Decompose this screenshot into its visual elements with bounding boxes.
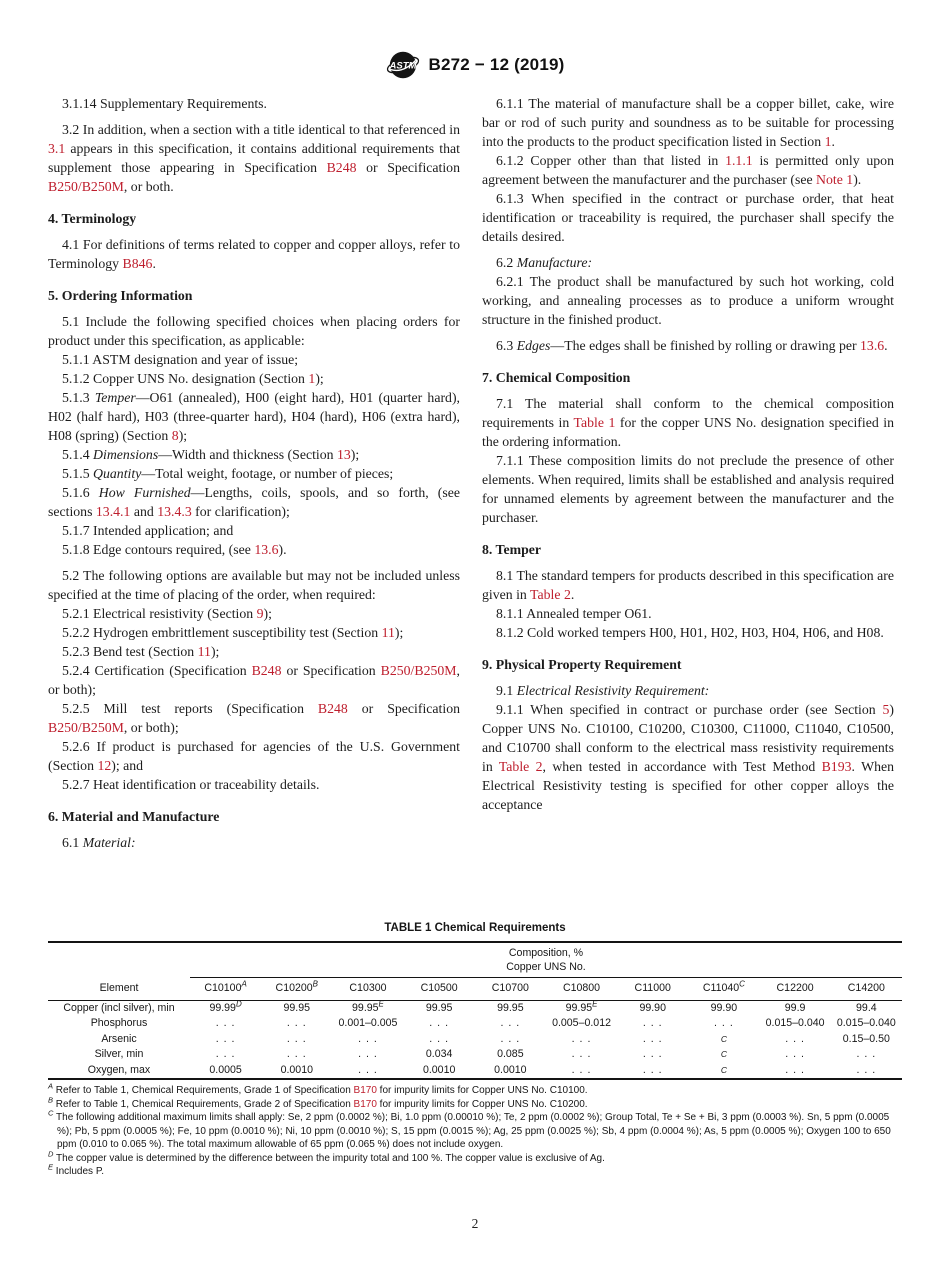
group-header-line1: Composition, % [508,947,584,959]
text-segment: ); [210,644,220,659]
footnote-marker: E [48,1162,54,1172]
ref-link[interactable]: B248 [251,663,282,678]
value-cell: . . . [714,1017,734,1029]
text-segment: —O61 (annealed), H00 (eight hard), H01 (quarter hard), H02 (half hard), H03 (three-quarter hard), H04 (hard), H06 (extra hard), H08 (spring) (Section [48,390,460,443]
text-segment: 8.1.1 Annealed temper O61. [496,606,652,621]
text-segment: 5.2.1 Electrical resistivity (Section [62,606,257,621]
text-segment: and [130,504,158,519]
ref-link[interactable]: B170 [353,1098,377,1110]
paragraph [48,699,460,737]
text-segment: 5.2.3 Bend test (Section [62,644,198,659]
paragraph [48,483,460,521]
table-row [48,1063,902,1080]
text-segment: or Specification [356,160,460,175]
text-segment: —Lengths, coils, spools, and so forth, (see sections [48,485,461,519]
text-segment: 6.1.3 When specified in the contract or purchase order, that heat identification or traceability is required, the purchaser shall specify the details desired. [482,191,894,244]
text-segment: . [570,587,575,602]
text-segment: 5.1 Include the following specified choices when placing orders for product under this specification, as applicable: [48,314,460,348]
paragraph [482,681,894,700]
paragraph [48,623,460,642]
uns-column-header: C10700 [475,978,546,1001]
text-segment: 5.1.8 Edge contours required, (see [62,542,255,557]
ref-link[interactable]: 12 [97,758,112,773]
composition-group-header [190,942,902,978]
table-footnote [48,1108,902,1152]
text-segment: Refer to Table 1, Chemical Requirements, Grade 2 of Specification [55,1098,354,1110]
value-cell: 0.034 [425,1048,453,1060]
text-segment: How Furnished [98,485,191,500]
value-cell: 0.15–0.50 [842,1032,890,1045]
value-cell: C [720,1064,727,1075]
text-segment: 6.3 [496,338,517,353]
text-segment: , or both); [123,720,179,735]
text-segment: , or both. [123,179,174,194]
text-segment: ); [263,606,272,621]
value-cell: . . . [500,1017,521,1029]
ref-link[interactable]: 1 [824,134,832,149]
footnote-marker: C [48,1108,54,1118]
ref-link[interactable]: 13 [336,447,351,462]
value-cell: . . . [571,1063,592,1076]
paragraph [48,350,460,369]
value-cell: . . . [358,1048,378,1060]
value-cell: . . . [286,1017,307,1029]
table-row [48,1000,902,1016]
ref-link[interactable]: 13.6 [860,338,885,353]
element-name: Copper (incl silver), min [63,1001,175,1014]
paragraph [48,235,460,273]
group-header-line2: Copper UNS No. [506,960,586,973]
element-name: Silver, min [94,1048,144,1060]
value-cell: . . . [571,1032,592,1045]
text-segment: 5.1.7 Intended application; and [62,523,234,538]
text-segment: appears in this specification, it contains additional requirements that supplement those appearing in Specification [48,141,460,175]
value-cell: 0.0005 [209,1063,242,1076]
text-segment: 5.1.3 [62,390,95,405]
text-segment: Manufacture: [516,255,593,270]
paragraph [48,540,460,559]
section-heading: 9. Physical Property Requirement [482,657,682,672]
footnote-ref: E [592,998,598,1008]
text-segment: Quantity [93,466,142,481]
text-segment: is permitted only upon agreement between the manufacturer and the purchaser (see [482,153,894,187]
table-row [48,1016,902,1032]
section-heading: 6. Material and Manufacture [48,809,220,824]
paragraph [48,566,460,604]
text-segment: ); [315,371,324,386]
table-footnote [48,1149,902,1166]
text-segment: 6.1 [62,835,83,850]
value-cell: . . . [215,1017,236,1029]
value-cell: 99.95 [497,1001,524,1014]
ref-link[interactable]: B250/B250M [48,720,124,735]
paragraph [482,272,894,329]
text-segment: Dimensions [93,447,159,462]
value-cell: . . . [642,1048,663,1060]
text-segment: , or both); [48,663,460,697]
value-cell: $99.95^E$ [565,998,598,1014]
text-segment: 9.1 [496,683,517,698]
text-segment: or Specification [281,663,381,678]
ref-link[interactable]: Note 1 [816,172,854,187]
paragraph [482,604,894,623]
table-row [48,1032,902,1048]
value-cell: . . . [286,1048,307,1060]
uns-column-header: C10500 [404,978,475,1001]
value-cell: $99.99^D$ [209,998,242,1014]
table-row [48,1047,902,1063]
paragraph [48,464,460,483]
element-name: Oxygen, max [87,1063,151,1076]
text-segment: Temper [94,390,136,405]
text-segment: ). [853,172,862,187]
table-footnote [48,1095,902,1112]
text-segment: ). [278,542,287,557]
text-segment: . [884,338,888,353]
text-segment: —The edges shall be finished by rolling or drawing per [550,338,861,353]
table-1-section [48,922,902,1179]
value-cell: . . . [642,1017,663,1029]
element-name: Arsenic [101,1032,137,1045]
text-segment: . [152,256,156,271]
uns-column-header: $C10100^A$ [190,978,261,1001]
text-segment: 5.2.2 Hydrogen embrittlement susceptibility test (Section [62,625,382,640]
value-cell: . . . [856,1063,877,1076]
value-cell: . . . [358,1032,378,1045]
ref-link[interactable]: Table 2 [530,587,571,602]
value-cell: 0.0010 [422,1063,456,1076]
left-column [48,94,460,896]
value-cell: . . . [856,1048,877,1060]
text-segment: for impurity limits for Copper UNS No. C10200. [376,1098,588,1110]
ref-link[interactable]: 13.4.3 [157,504,192,519]
text-segment: for the copper UNS No. designation specified in the ordering information. [482,415,895,449]
ref-link[interactable]: B248 [326,160,357,175]
uns-column-header: C11000 [617,978,688,1001]
text-segment: 7.1 The material shall conform to the chemical composition requirements in [482,396,894,430]
text-segment: 5.1.6 [62,485,99,500]
paragraph [48,737,460,775]
footnote-ref: C [739,979,745,989]
value-cell: . . . [785,1063,805,1076]
ref-link[interactable]: B846 [122,256,153,271]
ref-link[interactable]: B193 [821,759,852,774]
paragraph [48,369,460,388]
paragraph [48,661,460,699]
text-segment: Refer to Table 1, Chemical Requirements, Grade 1 of Specification [55,1085,354,1096]
table-body [48,1000,902,1079]
ref-link[interactable]: 11 [381,625,395,640]
section-heading: 4. Terminology [48,211,137,226]
chemical-requirements-table [48,941,902,1080]
text-segment: . When Electrical Resistivity testing is specified for other copper alloys the acceptance [482,759,895,812]
value-cell: 0.0010 [280,1063,313,1076]
value-cell: 0.005–0.012 [552,1017,611,1029]
paragraph [48,312,460,350]
text-segment: ); [178,428,188,443]
text-segment: 5.2.4 Certification (Specification [62,663,252,678]
value-cell: . . . [571,1048,592,1060]
paragraph [482,700,894,814]
value-cell: $99.95^E$ [352,998,384,1014]
uns-column-header: $C11040^C$ [688,978,759,1001]
text-segment: ) Copper UNS No. C10100, C10200, C10300, C11000, C11040, C10500, and C10700 shall conform to the electrical mass resistivity requirements in [482,702,894,774]
footnote-marker: D [48,1149,54,1159]
paragraph [482,336,894,355]
group-header-spacer [48,942,190,978]
value-cell: 0.001–0.005 [338,1017,398,1029]
footnote-ref: B [312,979,318,989]
paragraph [48,604,460,623]
text-segment: Includes P. [55,1166,104,1177]
paragraph [48,642,460,661]
ref-link[interactable]: Table 2 [498,759,543,774]
text-segment: , when tested in accordance with Test Method [542,759,822,774]
table-title: TABLE 1 Chemical Requirements [384,922,566,934]
value-cell: C [720,1049,727,1059]
footnote-ref: A [241,979,247,989]
value-cell: . . . [642,1032,663,1045]
text-segment: 6.1.1 The material of manufacture shall be a copper billet, cake, wire bar or rod of such purity and soundness as to be suitable for processing into the products to the product specification listed in Section [482,96,894,149]
element-column-header: Element [48,978,190,1001]
paragraph [482,566,894,604]
uns-column-header: C14200 [831,978,902,1001]
text-segment: The following additional maximum limits shall apply: Se, 2 ppm (0.0002 %); Bi, 1.0 ppm (0.00010 %); Te, 2 ppm (0.0002 %); Group Total, Te + Se + Bi, 3 ppm (0.0003 %). Sn, 5 ppm (0.0005 %); Pb, 5 ppm (0.0005 %); Fe, 10 ppm (0.0010 %); Ni, 10 ppm (0.0010 %); S, 15 ppm (0.0015 %); Ag, 25 ppm (0.0025 %); Sb, 4 ppm (0.0004 %); As, 5 ppm (0.0005 %); Oxygen 100 to 650 ppm (0.010 to 0.065 %). The total maximum allowable of 65 ppm (0.065 %) does not include oxygen. [56,1112,891,1150]
value-cell: C [720,1033,727,1044]
uns-column-header: C10300 [332,978,403,1001]
uns-column-header: C12200 [760,978,831,1001]
ref-link[interactable]: 13.4.1 [95,504,131,519]
text-segment: 5.1.5 [62,466,94,481]
value-cell: . . . [785,1032,805,1045]
table-footnote [48,1162,902,1179]
ref-link[interactable]: B250/B250M [380,663,457,678]
text-segment: Electrical Resistivity Requirement: [516,683,710,698]
page-number: 2 [471,1216,479,1231]
value-cell: 0.015–0.040 [765,1017,825,1029]
value-cell: . . . [215,1032,236,1045]
paragraph [482,189,894,246]
value-cell: . . . [500,1032,521,1045]
ref-link[interactable]: 9 [256,606,264,621]
text-segment: 3.1.14 Supplementary Requirements. [62,96,267,111]
text-segment: 5.1.1 ASTM designation and year of issue; [62,352,299,367]
value-cell: . . . [286,1032,307,1045]
text-segment: Edges [516,338,551,353]
text-segment: ); [350,447,360,462]
ref-link[interactable]: B250/B250M [48,179,124,194]
section-heading: 5. Ordering Information [48,288,193,303]
paragraph [482,151,894,189]
ref-link[interactable]: 1 [308,371,316,386]
text-segment: 8.1 The standard tempers for products described in this specification are given in [482,568,894,602]
footnote-ref: D [235,998,242,1008]
astm-logo-text: ASTM [389,60,416,72]
value-cell: 99.90 [710,1001,738,1014]
document-title: B272 − 12 (2019) [428,55,565,74]
text-segment: for clarification); [191,504,290,519]
value-cell: 99.95 [425,1001,453,1014]
table-header-row [48,978,902,1001]
text-segment: 5.2.6 If product is purchased for agencies of the U.S. Government (Section [48,739,460,773]
document-header [0,0,950,82]
text-segment: 6.1.2 Copper other than that listed in [496,153,726,168]
text-segment: 4.1 For definitions of terms related to copper and copper alloys, refer to Terminology [48,237,460,271]
value-cell: 99.90 [639,1001,666,1014]
text-segment: . [831,134,835,149]
paragraph [482,94,894,151]
value-cell: . . . [429,1032,450,1045]
text-segment: 7.1.1 These composition limits do not preclude the presence of other elements. When required, limits shall be established and analysis required for unnamed elements by agreement between the manufacturer and the purchaser. [482,453,894,525]
text-segment: 5.2.7 Heat identification or traceability details. [62,777,320,792]
ref-link[interactable]: 1.1.1 [725,153,753,168]
value-cell: 0.015–0.040 [836,1017,896,1029]
text-segment: 3.2 In addition, when a section with a title identical to that referenced in [62,122,460,137]
ref-link[interactable]: 13.6 [254,542,279,557]
paragraph [48,775,460,794]
text-segment: 5.2 The following options are available but may not be included unless specified at the time of placing of the order, when required: [48,568,460,602]
paragraph [48,521,460,540]
value-cell: . . . [429,1017,450,1029]
ref-link[interactable]: 5 [882,702,890,717]
uns-column-header: $C10200^B$ [261,978,332,1001]
text-segment: 6.2.1 The product shall be manufactured by such hot working, cold working, and annealing processes as to produce a uniform wrought structure in the finished product. [482,274,894,327]
text-segment: 5.1.4 [62,447,94,462]
ref-link[interactable]: B170 [353,1085,377,1096]
text-segment: Material: [82,835,136,850]
ref-link[interactable]: 11 [197,644,211,659]
value-cell: 0.0010 [494,1063,527,1076]
text-segment: for impurity limits for Copper UNS No. C10100. [376,1085,588,1096]
table-footnotes [48,1081,902,1179]
ref-link[interactable]: Table 1 [573,415,616,430]
paragraph [482,623,894,642]
section-heading: 8. Temper [482,542,542,557]
paragraph [48,120,460,196]
right-column [482,94,894,896]
value-cell: . . . [785,1048,805,1060]
two-column-body [48,94,902,896]
paragraph [48,94,460,113]
value-cell: 0.085 [497,1048,524,1060]
footnote-ref: E [378,998,384,1008]
text-segment: or Specification [347,701,460,716]
value-cell: 99.4 [856,1001,877,1014]
paragraph [482,451,894,527]
table-group-header-row [48,942,902,978]
value-cell: . . . [358,1063,378,1076]
text-segment: 9.1.1 When specified in contract or purchase order (see Section [496,702,883,717]
value-cell: 99.95 [283,1001,311,1014]
ref-link[interactable]: 3.1 [48,141,66,156]
text-segment: 6.2 [496,255,517,270]
paragraph [48,388,460,445]
value-cell: . . . [215,1048,236,1060]
ref-link[interactable]: B248 [317,701,348,716]
footnote-marker: B [48,1095,54,1105]
text-segment: 5.1.2 Copper UNS No. designation (Section [62,371,309,386]
paragraph [48,445,460,464]
text-segment: ); and [111,758,144,773]
paragraph [482,253,894,272]
uns-column-header: C10800 [546,978,617,1001]
text-segment: 5.2.5 Mill test reports (Specification [62,701,318,716]
astm-logo [386,48,420,82]
element-name: Phosphorus [90,1017,148,1029]
text-segment: —Total weight, footage, or number of pieces; [141,466,394,481]
value-cell: 99.9 [784,1001,806,1014]
footnote-marker: A [48,1081,54,1091]
paragraph [482,394,894,451]
text-segment: The copper value is determined by the difference between the impurity total and 100 %. The copper value is exclusive of Ag. [56,1152,605,1164]
text-segment: ); [394,625,404,640]
text-segment: —Width and thickness (Section [158,447,337,462]
table-footnote [48,1081,902,1098]
ref-link[interactable]: 8 [171,428,179,443]
value-cell: . . . [642,1063,663,1076]
section-heading: 7. Chemical Composition [482,370,631,385]
text-segment: 8.1.2 Cold worked tempers H00, H01, H02, H03, H04, H06, and H08. [496,625,884,640]
paragraph [48,833,460,852]
